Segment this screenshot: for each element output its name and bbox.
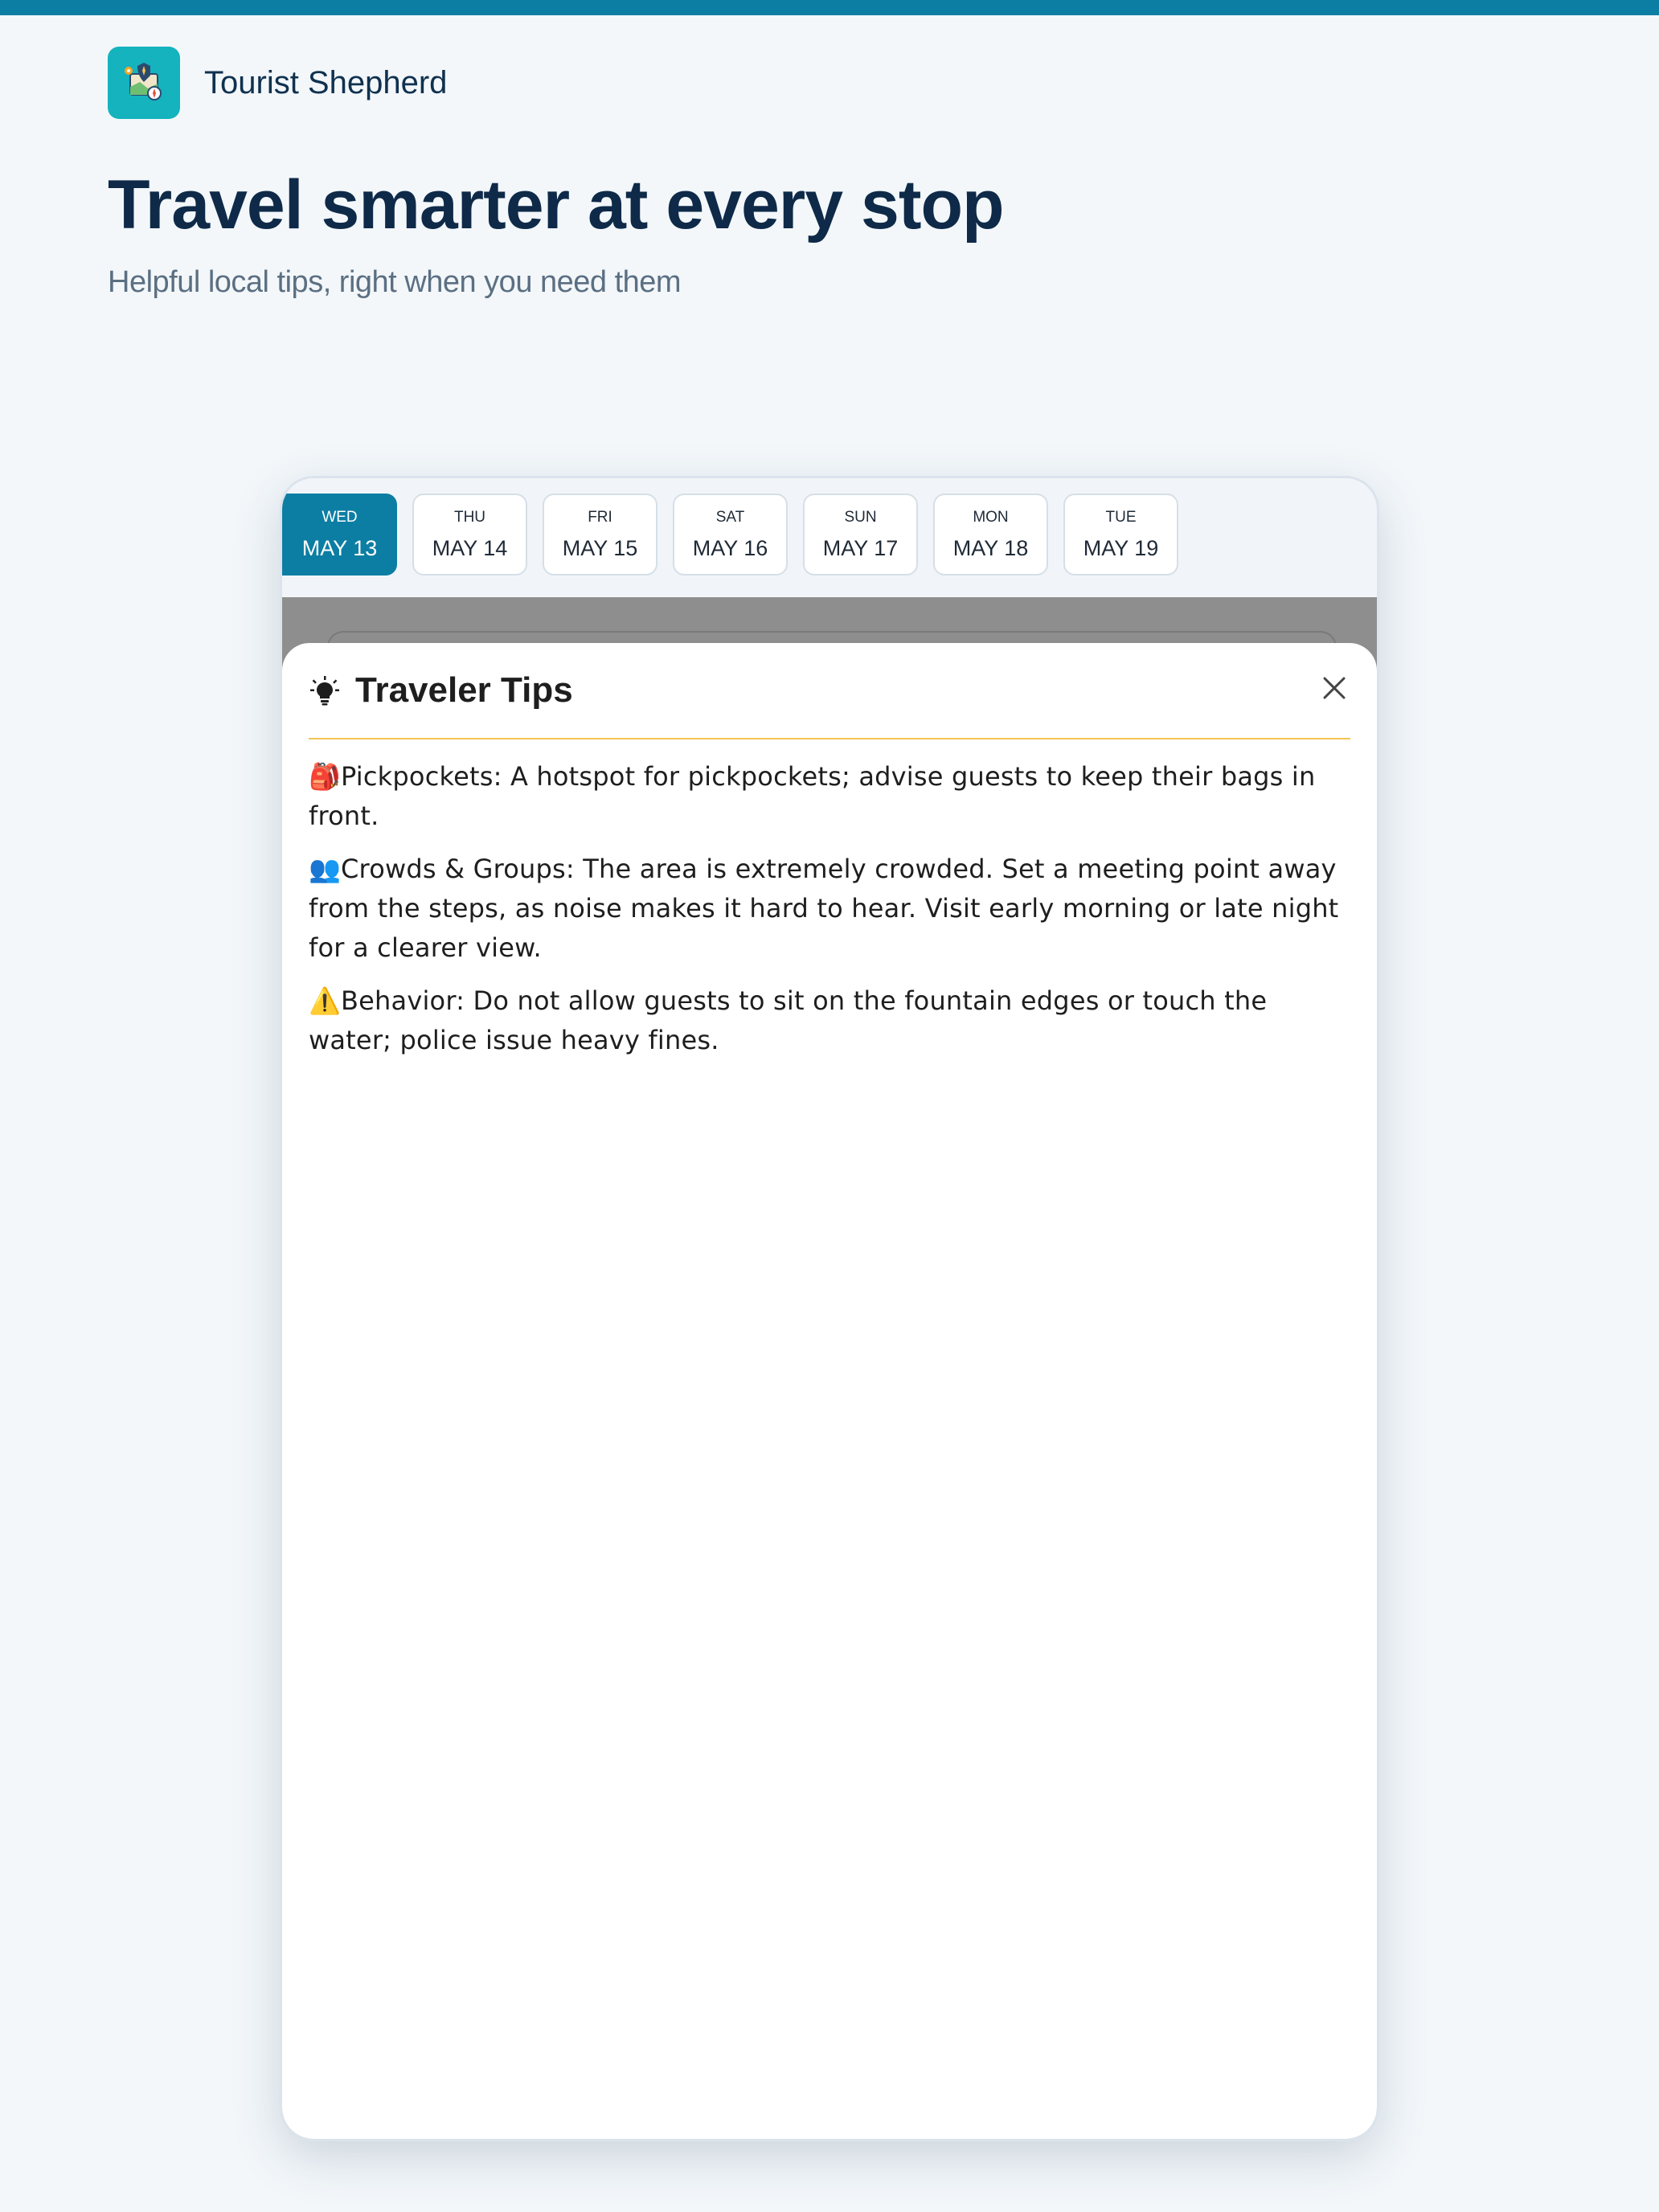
day-chip-dow: SAT	[715, 508, 745, 526]
page-subtitle: Helpful local tips, right when you need them	[108, 265, 682, 299]
day-chip-dow: THU	[453, 508, 486, 526]
day-chip-date: MAY 15	[562, 535, 638, 560]
tip-item	[309, 850, 1350, 968]
people-icon: 👥	[309, 854, 342, 884]
day-chip-mon[interactable]	[933, 494, 1048, 576]
close-icon	[1322, 676, 1346, 700]
brand-header	[108, 47, 447, 119]
day-chip-dow: WED	[322, 508, 358, 526]
day-chip-wed[interactable]	[282, 494, 397, 576]
day-chip-date: MAY 14	[432, 535, 508, 560]
sheet-header	[309, 643, 1350, 739]
day-chip-date: MAY 19	[1083, 535, 1159, 560]
day-chip-tue[interactable]	[1063, 494, 1178, 576]
day-chip-dow: FRI	[588, 508, 612, 526]
day-chip-fri[interactable]	[543, 494, 657, 576]
close-button[interactable]	[1318, 672, 1350, 704]
brand-name: Tourist Shepherd	[204, 64, 448, 100]
tips-list	[309, 739, 1350, 1060]
day-chip-dow: MON	[973, 508, 1009, 526]
top-accent-bar	[0, 0, 1659, 15]
tip-text: Pickpockets: A hotspot for pickpockets; advise guests to keep their bags in front.	[309, 761, 1316, 831]
lightbulb-icon	[309, 675, 341, 707]
day-chip-date: MAY 17	[822, 535, 899, 560]
page-title: Travel smarter at every stop	[108, 166, 1004, 244]
sheet-title: Traveler Tips	[355, 670, 573, 710]
day-chip-thu[interactable]	[412, 494, 527, 576]
tip-text: Behavior: Do not allow guests to sit on the fountain edges or touch the water; police issue heavy fines.	[309, 985, 1268, 1055]
tip-text: Crowds & Groups: The area is extremely crowded. Set a meeting point away from the steps, as noise makes it hard to hear. Visit early morning or late night for a clearer view.	[309, 854, 1339, 963]
traveler-tips-sheet	[282, 643, 1377, 2141]
app-preview-frame	[280, 476, 1379, 2141]
tip-item	[309, 757, 1350, 836]
day-chip-dow: SUN	[844, 508, 877, 526]
day-chip-date: MAY 13	[301, 535, 378, 560]
map-compass-icon[interactable]	[108, 47, 180, 119]
day-chip-sun[interactable]	[803, 494, 918, 576]
warning-icon: ⚠️	[309, 985, 342, 1016]
day-selector	[282, 494, 1194, 577]
backpack-icon: 🎒	[309, 761, 342, 792]
day-chip-dow: TUE	[1105, 508, 1137, 526]
tip-item	[309, 981, 1350, 1060]
day-chip-date: MAY 16	[692, 535, 768, 560]
day-chip-sat[interactable]	[673, 494, 788, 576]
day-chip-date: MAY 18	[952, 535, 1029, 560]
